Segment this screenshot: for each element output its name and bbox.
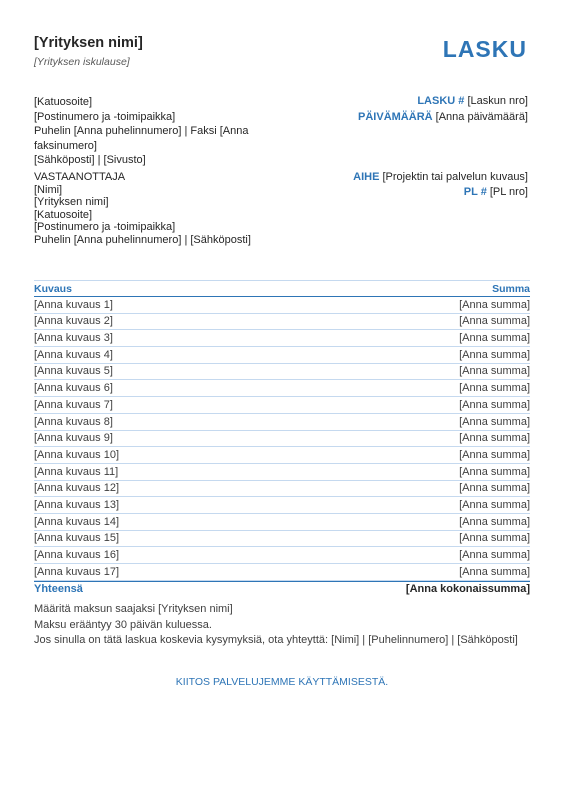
table-row: [34, 314, 530, 331]
recipient-name: [Nimi]: [34, 183, 63, 196]
recipient-company: [Yrityksen nimi]: [34, 196, 109, 209]
column-amount: Summa: [492, 282, 530, 295]
table-row: [34, 514, 530, 531]
payment-payee-note: Määritä maksun saajaksi [Yrityksen nimi]: [34, 603, 233, 615]
row-description: [Anna kuvaus 9]: [34, 432, 113, 445]
sender-phone-fax: Puhelin [Anna puhelinnumero] | Faksi [Anna faksinumero]: [34, 125, 249, 152]
row-description: [Anna kuvaus 16]: [34, 549, 120, 561]
table-row: [34, 431, 530, 448]
table-row: [34, 531, 530, 548]
invoice-number: [417, 95, 528, 107]
purchase-order-value: [PL nro]: [489, 186, 528, 198]
row-description: [Anna kuvaus 4]: [34, 348, 113, 361]
row-amount: [Anna summa]: [459, 515, 530, 528]
row-amount: [Anna summa]: [459, 365, 530, 378]
row-amount: [Anna summa]: [459, 315, 530, 328]
contact-note: Jos sinulla on tätä laskua koskevia kysymyksiä, ota yhteyttä: [Nimi] | [Puhelinnumero] | [Sähköposti]: [34, 634, 518, 647]
thank-you-message: KIITOS PALVELUJEMME KÄYTTÄMISESTÄ.: [175, 676, 389, 688]
table-row: [34, 397, 530, 414]
row-amount: [Anna summa]: [459, 465, 530, 478]
payment-notes: [34, 602, 524, 649]
table-row: [34, 564, 530, 581]
row-amount: [Anna summa]: [459, 382, 530, 395]
row-description: [Anna kuvaus 12]: [34, 482, 120, 495]
table-row: [34, 347, 530, 364]
table-row: [34, 447, 530, 464]
invoice-number-label: LASKU #: [417, 95, 465, 107]
table-total-row: [34, 581, 530, 596]
invoice-subject-label: AIHE: [353, 171, 380, 183]
row-amount: [Anna summa]: [459, 398, 530, 411]
recipient-street: [Katuosoite]: [34, 208, 93, 221]
row-description: [Anna kuvaus 8]: [34, 415, 113, 428]
row-description: [Anna kuvaus 5]: [34, 365, 113, 378]
recipient-block: [34, 171, 294, 247]
row-amount: [Anna summa]: [459, 332, 530, 345]
sender-postal: [Postinumero ja -toimipaikka]: [34, 110, 176, 123]
company-slogan: [Yrityksen iskulause]: [34, 56, 130, 68]
row-amount: [Anna summa]: [459, 298, 530, 311]
invoice-date: [358, 111, 528, 123]
document-title: LASKU: [442, 36, 527, 62]
row-description: [Anna kuvaus 17]: [34, 565, 120, 578]
invoice-number-value: [Laskun nro]: [467, 95, 528, 107]
sender-address: [34, 95, 284, 168]
row-description: [Anna kuvaus 7]: [34, 398, 113, 411]
column-description: Kuvaus: [34, 282, 72, 295]
table-row: [34, 481, 530, 498]
row-description: [Anna kuvaus 10]: [34, 448, 120, 461]
row-amount: [Anna summa]: [459, 448, 530, 461]
sender-email-web: [Sähköposti] | [Sivusto]: [34, 154, 146, 166]
sender-street: [Katuosoite]: [34, 96, 93, 108]
row-amount: [Anna summa]: [459, 415, 530, 428]
invoice-subject: [353, 171, 528, 183]
table-row: [34, 547, 530, 564]
recipient-phone-email: Puhelin [Anna puhelinnumero] | [Sähköposti]: [34, 233, 251, 246]
table-row: [34, 364, 530, 381]
invoice-date-label: PÄIVÄMÄÄRÄ: [358, 111, 433, 123]
table-row: [34, 464, 530, 481]
company-name: [Yrityksen nimi]: [34, 35, 143, 51]
invoice-table: [34, 280, 530, 596]
row-description: [Anna kuvaus 3]: [34, 332, 113, 345]
row-amount: [Anna summa]: [459, 498, 530, 511]
payment-due-note: Maksu erääntyy 30 päivän kuluessa.: [34, 618, 212, 631]
purchase-order-label: PL #: [463, 186, 487, 198]
invoice-date-value: [Anna päivämäärä]: [435, 111, 528, 123]
table-row: [34, 414, 530, 431]
invoice-subject-value: [Projektin tai palvelun kuvaus]: [382, 171, 528, 183]
row-amount: [Anna summa]: [459, 482, 530, 495]
recipient-postal: [Postinumero ja -toimipaikka]: [34, 221, 176, 234]
total-label: Yhteensä: [34, 582, 83, 595]
row-description: [Anna kuvaus 14]: [34, 515, 120, 528]
row-amount: [Anna summa]: [459, 348, 530, 361]
table-header: [34, 280, 530, 297]
table-body: [34, 297, 530, 581]
row-amount: [Anna summa]: [459, 532, 530, 545]
row-description: [Anna kuvaus 6]: [34, 382, 113, 395]
row-description: [Anna kuvaus 2]: [34, 315, 113, 328]
table-row: [34, 297, 530, 314]
row-description: [Anna kuvaus 11]: [34, 465, 119, 478]
table-row: [34, 330, 530, 347]
total-value: [Anna kokonaissumma]: [405, 582, 530, 595]
row-description: [Anna kuvaus 15]: [34, 532, 120, 545]
row-amount: [Anna summa]: [459, 432, 530, 445]
row-description: [Anna kuvaus 1]: [34, 298, 113, 311]
row-amount: [Anna summa]: [459, 549, 530, 561]
purchase-order: [464, 186, 528, 198]
table-row: [34, 380, 530, 397]
row-amount: [Anna summa]: [459, 565, 530, 578]
recipient-heading: VASTAANOTTAJA: [34, 171, 126, 183]
table-row: [34, 497, 530, 514]
row-description: [Anna kuvaus 13]: [34, 498, 120, 511]
